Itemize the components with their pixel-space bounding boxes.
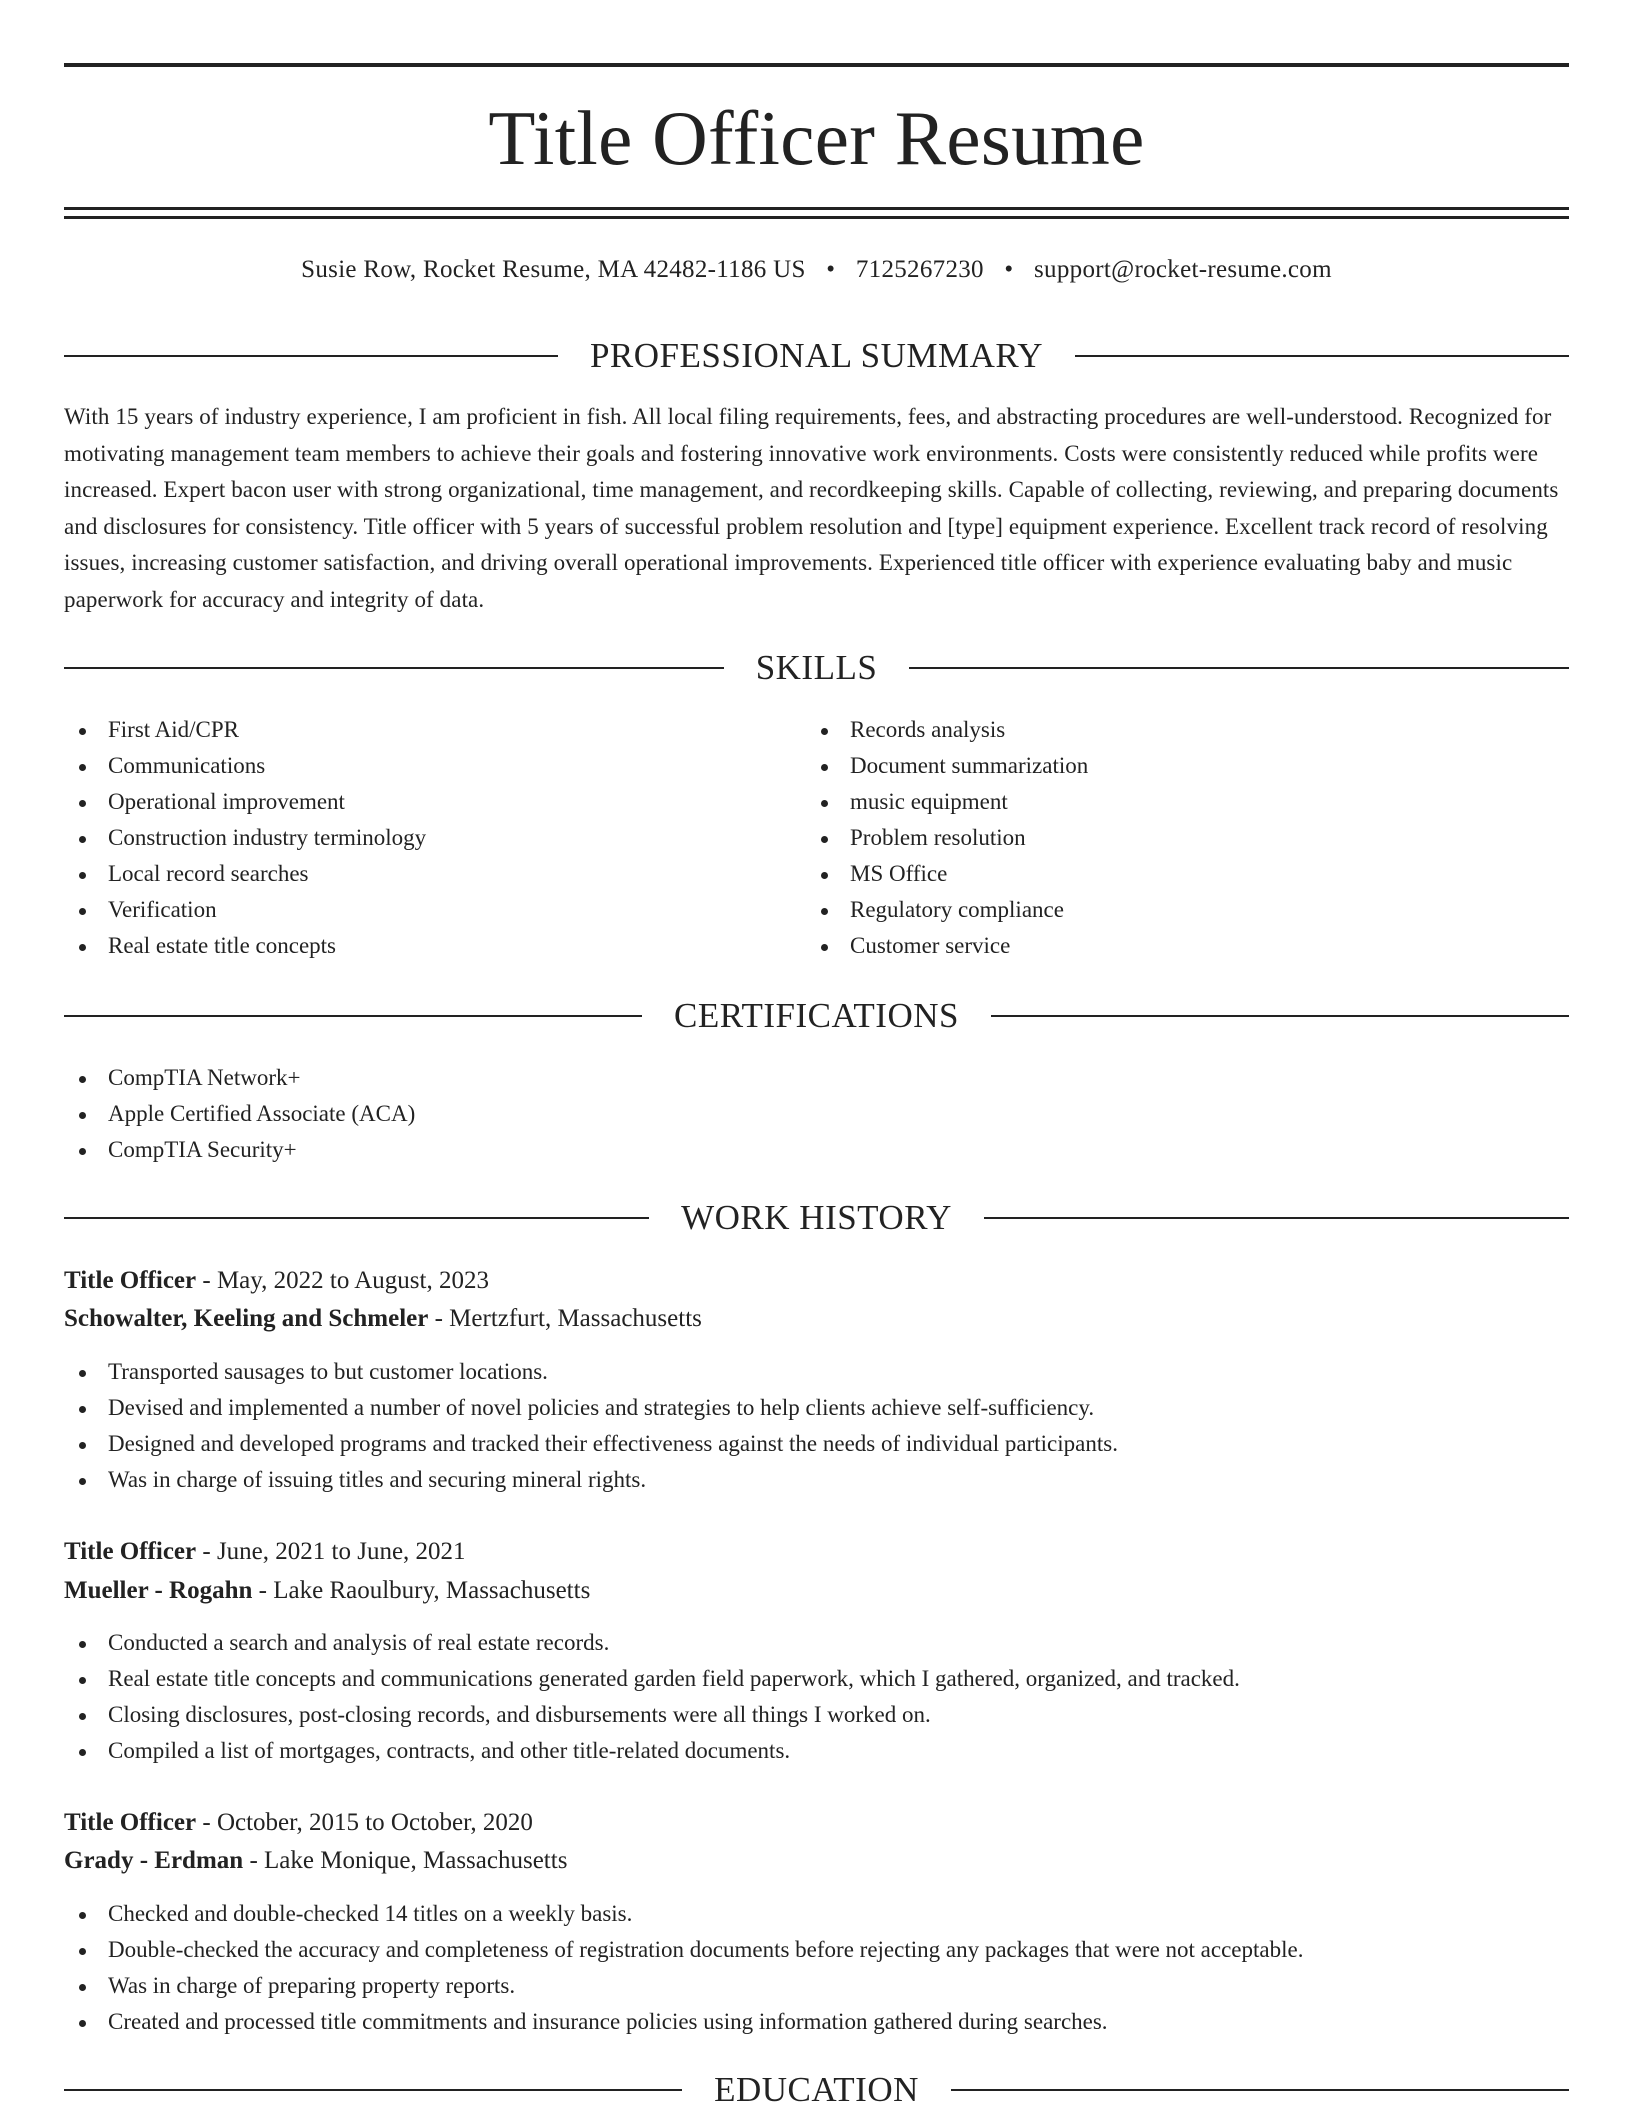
job-company-line [64, 1573, 1569, 1609]
summary-text: With 15 years of industry experience, I am proficient in fish. All local filing requirements, fees, and abstracting procedures are well-understood. Recognized for motivating management team members to achieve their goals and fostering innovative work environments. Costs were consistently reduced while profits were increased. Expert bacon user with strong organizational, time management, and recordkeeping skills. Capable of collecting, reviewing, and preparing documents and disclosures for consistency. Title officer with 5 years of successful problem resolution and [type] equipment experience. Excellent track record of resolving issues, increasing customer satisfaction, and driving overall operational improvements. Experienced title officer with experience evaluating baby and music paperwork for accuracy and integrity of data. [64, 404, 1559, 612]
job-company: Grady - Erdman [64, 1847, 244, 1874]
heading-rule [64, 1217, 649, 1219]
job-bullets [64, 1354, 1118, 1498]
job-bullet: Double-checked the accuracy and completeness of registration documents before rejecting any packages that were not acceptable. [64, 1932, 1303, 1968]
job-company-line [64, 1843, 1569, 1879]
heading-rule [1075, 355, 1569, 357]
heading-rule [984, 1217, 1569, 1219]
job-bullets [64, 1625, 1240, 1769]
skills-list-right [806, 712, 1088, 964]
job-bullet: Compiled a list of mortgages, contracts, and other title-related documents. [64, 1733, 1240, 1769]
top-rule [64, 63, 1569, 67]
job-dates: - May, 2022 to August, 2023 [196, 1267, 489, 1294]
job-bullets [64, 1896, 1303, 2040]
skill-item: Operational improvement [64, 784, 426, 820]
job-bullet: Conducted a search and analysis of real estate records. [64, 1625, 1240, 1661]
section-title: SKILLS [755, 648, 878, 687]
job-bullet: Created and processed title commitments and insurance policies using information gathered during searches. [64, 2004, 1303, 2040]
section-heading-certifications [64, 994, 1569, 1038]
job-bullet: Checked and double-checked 14 titles on a weekly basis. [64, 1896, 1303, 1932]
section-title: CERTIFICATIONS [674, 996, 959, 1035]
skill-item: Problem resolution [806, 820, 1088, 856]
job-location: - Lake Raoulbury, Massachusetts [252, 1577, 591, 1604]
job-location: - Lake Monique, Massachusetts [243, 1847, 568, 1874]
section-title: PROFESSIONAL SUMMARY [589, 336, 1044, 375]
heading-rule [909, 667, 1569, 669]
job-title-line [64, 1805, 1569, 1841]
job-title: Title Officer [64, 1267, 197, 1294]
job-title-line [64, 1263, 1569, 1299]
heading-rule [951, 2089, 1569, 2091]
job-bullet: Real estate title concepts and communications generated garden field paperwork, which I gathered, organized, and tracked. [64, 1661, 1240, 1697]
certification-item: CompTIA Security+ [64, 1132, 415, 1168]
job-title: Title Officer [64, 1538, 197, 1565]
section-heading-education [64, 2068, 1569, 2112]
section-heading-work-history [64, 1196, 1569, 1240]
job-title-line [64, 1534, 1569, 1570]
page-title: Title Officer Resume [488, 95, 1145, 181]
contact-phone: 7125267230 [855, 256, 984, 283]
skill-item: First Aid/CPR [64, 712, 426, 748]
skill-item: Document summarization [806, 748, 1088, 784]
skill-item: Communications [64, 748, 426, 784]
skill-item: Verification [64, 892, 426, 928]
contact-address: Susie Row, Rocket Resume, MA 42482-1186 US [301, 256, 806, 283]
skill-item: MS Office [806, 856, 1088, 892]
job-location: - Mertzfurt, Massachusetts [428, 1305, 702, 1332]
skill-item: Construction industry terminology [64, 820, 426, 856]
job-title: Title Officer [64, 1809, 197, 1836]
contact-email: support@rocket-resume.com [1034, 256, 1332, 283]
heading-rule [64, 667, 724, 669]
skill-item: Local record searches [64, 856, 426, 892]
contact-separator: • [826, 256, 836, 283]
skills-list-left [64, 712, 426, 964]
skill-item: Customer service [806, 928, 1088, 964]
job-bullet: Was in charge of issuing titles and securing mineral rights. [64, 1462, 1118, 1498]
double-rule [64, 207, 1569, 219]
job-company: Mueller - Rogahn [64, 1577, 253, 1604]
contact-separator: • [1004, 256, 1014, 283]
section-title: EDUCATION [714, 2070, 919, 2109]
job-bullet: Designed and developed programs and tracked their effectiveness against the needs of individual participants. [64, 1426, 1118, 1462]
section-heading-skills [64, 646, 1569, 690]
job-bullet: Closing disclosures, post-closing records, and disbursements were all things I worked on. [64, 1697, 1240, 1733]
skill-item: music equipment [806, 784, 1088, 820]
skill-item: Records analysis [806, 712, 1088, 748]
section-title: WORK HISTORY [681, 1198, 952, 1237]
job-bullet: Transported sausages to but customer locations. [64, 1354, 1118, 1390]
job-bullet: Devised and implemented a number of novel policies and strategies to help clients achieve self-sufficiency. [64, 1390, 1118, 1426]
contact-line [64, 254, 1569, 286]
heading-rule [64, 2089, 682, 2091]
skill-item: Real estate title concepts [64, 928, 426, 964]
certification-item: Apple Certified Associate (ACA) [64, 1096, 415, 1132]
heading-rule [64, 1015, 642, 1017]
job-dates: - June, 2021 to June, 2021 [196, 1538, 466, 1565]
heading-rule [64, 355, 558, 357]
job-company-line [64, 1301, 1569, 1337]
certification-item: CompTIA Network+ [64, 1060, 415, 1096]
job-company: Schowalter, Keeling and Schmeler [64, 1305, 429, 1332]
skill-item: Regulatory compliance [806, 892, 1088, 928]
job-dates: - October, 2015 to October, 2020 [196, 1809, 533, 1836]
job-bullet: Was in charge of preparing property reports. [64, 1968, 1303, 2004]
certifications-list [64, 1060, 415, 1168]
section-heading-summary [64, 334, 1569, 378]
heading-rule [991, 1015, 1569, 1017]
